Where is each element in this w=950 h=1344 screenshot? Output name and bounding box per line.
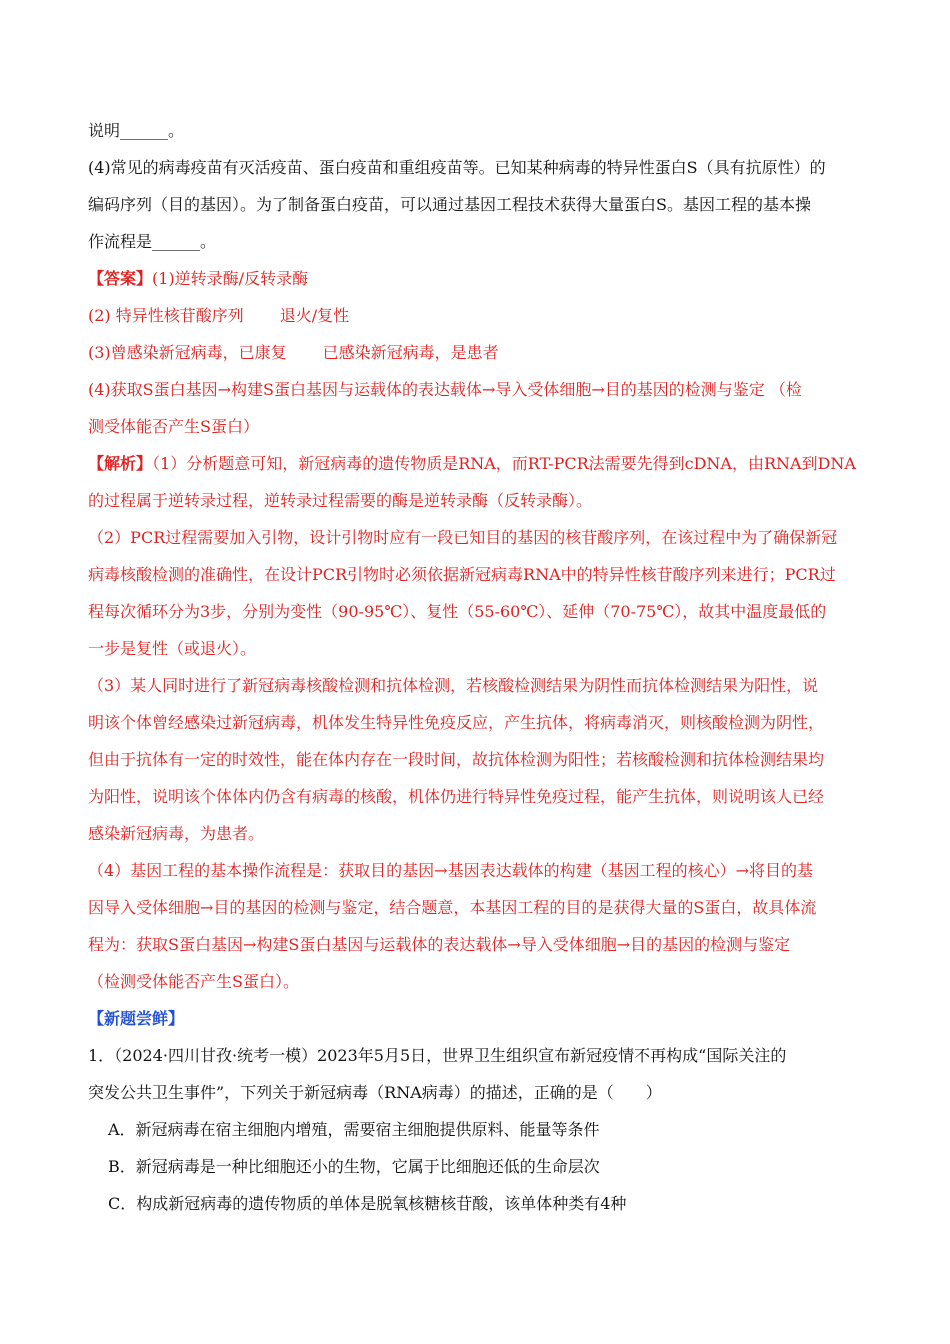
question-tail-line: 说明______。 [88, 121, 185, 140]
option-a: A．新冠病毒在宿主细胞内增殖，需要宿主细胞提供原料、能量等条件 [108, 1120, 600, 1139]
analysis-line: （3）某人同时进行了新冠病毒核酸检测和抗体检测，若核酸检测结果为阴性而抗体检测结果为阳性，说 [88, 676, 819, 695]
option-c: C．构成新冠病毒的遗传物质的单体是脱氧核糖核苷酸，该单体种类有4种 [108, 1194, 627, 1213]
analysis-label: 【解析】 [88, 454, 153, 473]
answer-line-2 [88, 297, 864, 334]
answer-item-1: (1)逆转录酶/反转录酶 [152, 269, 309, 288]
option-b: B．新冠病毒是一种比细胞还小的生物，它属于比细胞还低的生命层次 [108, 1157, 600, 1176]
answer-label: 【答案】 [88, 269, 153, 288]
analysis-line: 明该个体曾经感染过新冠病毒，机体发生特异性免疫反应，产生抗体，将病毒消灭，则核酸检测为阴性， [88, 713, 825, 732]
answer-item-2a: (2) 特异性核苷酸序列 [88, 306, 244, 325]
answer-line-1 [88, 260, 864, 297]
question-tail-line: 作流程是______。 [88, 232, 217, 251]
analysis-line: （4）基因工程的基本操作流程是：获取目的基因→基因表达载体的构建（基因工程的核心）→将目的基 [88, 861, 813, 880]
analysis-line: （2）PCR过程需要加入引物，设计引物时应有一段已知目的基因的核苷酸序列，在该过程中为了确保新冠 [88, 528, 838, 547]
answer-line-3 [88, 334, 864, 371]
answer-item-3b: 已感染新冠病毒，是患者 [322, 343, 499, 362]
question-tail-line: (4)常见的病毒疫苗有灭活疫苗、蛋白疫苗和重组疫苗等。已知某种病毒的特异性蛋白S（具有抗原性）的 [88, 158, 826, 177]
analysis-line: 的过程属于逆转录过程，逆转录过程需要的酶是逆转录酶（反转录酶）。 [88, 491, 593, 510]
answer-item-2b: 退火/复性 [279, 306, 350, 325]
analysis-line: 病毒核酸检测的准确性，在设计PCR引物时必须依据新冠病毒RNA中的特异性核苷酸序列来进行；PCR过 [88, 565, 836, 584]
analysis-line: （检测受体能否产生S蛋白）。 [88, 972, 299, 991]
analysis-line: 感染新冠病毒，为患者。 [88, 824, 265, 843]
analysis-line: 一步是复性（或退火）。 [88, 639, 257, 658]
analysis-line: 因导入受体细胞→目的基因的检测与鉴定，结合题意，本基因工程的目的是获得大量的S蛋白，故具体流 [88, 898, 817, 917]
answer-line-5: 测受体能否产生S蛋白） [88, 417, 259, 436]
answer-item-3a: (3)曾感染新冠病毒，已康复 [88, 343, 287, 362]
document-page [88, 112, 864, 1222]
analysis-line [88, 445, 864, 482]
analysis-p1-text: （1）分析题意可知，新冠病毒的遗传物质是RNA，而RT-PCR法需要先得到cDNA，由RNA到DNA [152, 454, 856, 473]
section-heading: 【新题尝鲜】 [88, 1009, 185, 1028]
question-1-line: 1．（2024·四川甘孜·统考一模）2023年5月5日，世界卫生组织宣布新冠疫情不再构成“国际关注的 [88, 1046, 787, 1065]
analysis-line: 程每次循环分为3步，分别为变性（90-95℃）、复性（55-60℃）、延伸（70-75℃），故其中温度最低的 [88, 602, 827, 621]
question-tail-line: 编码序列（目的基因）。为了制备蛋白疫苗，可以通过基因工程技术获得大量蛋白S。基因工程的基本操 [88, 195, 811, 214]
analysis-line: 为阳性，说明该个体体内仍含有病毒的核酸，机体仍进行特异性免疫过程，能产生抗体，则说明该人已经 [88, 787, 825, 806]
analysis-line: 但由于抗体有一定的时效性，能在体内存在一段时间，故抗体检测为阳性；若核酸检测和抗体检测结果均 [88, 750, 825, 769]
question-1-line: 突发公共卫生事件”，下列关于新冠病毒（RNA病毒）的描述，正确的是（ ） [88, 1083, 662, 1102]
answer-line-4: (4)获取S蛋白基因→构建S蛋白基因与运载体的表达载体→导入受体细胞→目的基因的检测与鉴定 （检 [88, 380, 802, 399]
analysis-line: 程为：获取S蛋白基因→构建S蛋白基因与运载体的表达载体→导入受体细胞→目的基因的检测与鉴定 [88, 935, 791, 954]
